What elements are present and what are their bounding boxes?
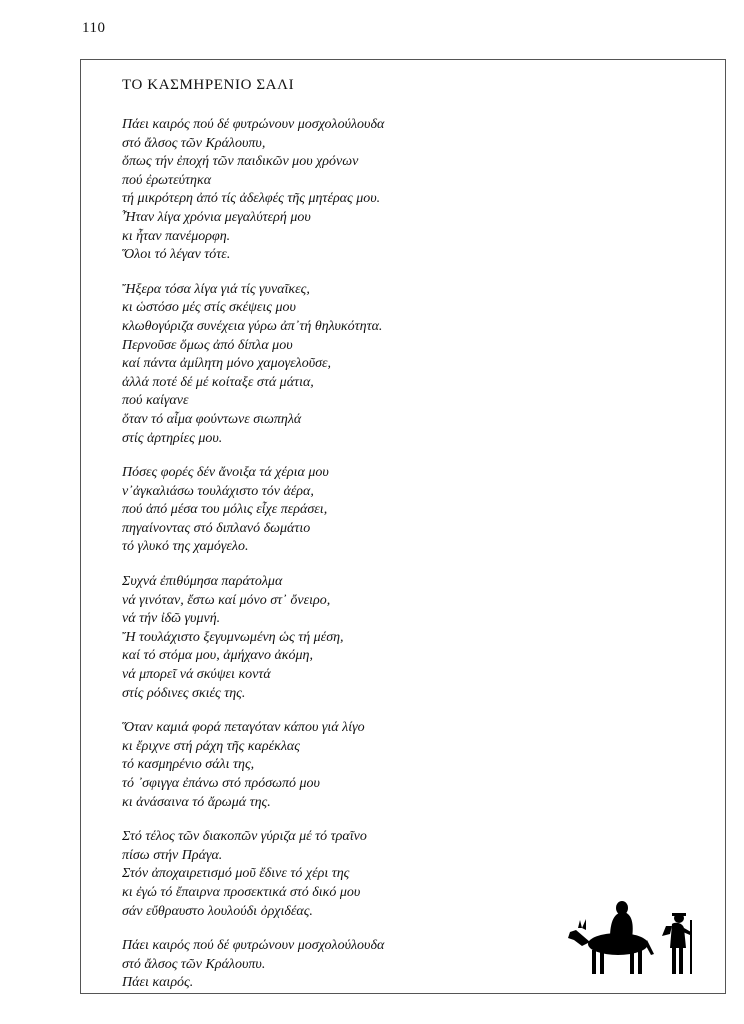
poem-stanza bbox=[122, 573, 384, 703]
poem-line: ἀλλά ποτέ δέ μέ κοίταξε στά μάτια, bbox=[122, 374, 314, 390]
page-number: 110 bbox=[82, 20, 106, 36]
poem-line: Ἤξερα τόσα λίγα γιά τίς γυναῖκες, bbox=[122, 281, 310, 297]
poem-line: πίσω στήν Πράγα. bbox=[122, 847, 223, 863]
poem-line: στό ἄλσος τῶν Κράλουπυ. bbox=[122, 956, 266, 972]
poem-line: πού ἀπό μέσα του μόλις εἶχε περάσει, bbox=[122, 502, 328, 518]
poem-line: ν᾿ἀγκαλιάσω τουλάχιστο τόν ἀέρα, bbox=[122, 483, 314, 499]
poem-line: Συχνά ἐπιθύμησα παράτολμα bbox=[122, 574, 283, 590]
poem-line: Ἦταν λίγα χρόνια μεγαλύτερή μου bbox=[122, 209, 311, 225]
poem-line: Πάει καιρός πού δέ φυτρώνουν μοσχολούλουδα bbox=[122, 938, 385, 954]
poem-line: πηγαίνοντας στό διπλανό δωμάτιο bbox=[122, 520, 311, 536]
poem-line: Πόσες φορές δέν ἄνοιξα τά χέρια μου bbox=[122, 465, 329, 481]
poem-line: σάν εὔθραυστο λουλούδι ὀρχιδέας. bbox=[122, 903, 313, 919]
poem-line: Ὅλοι τό λέγαν τότε. bbox=[122, 247, 231, 263]
poem-line: κι ἔριχνε στή ράχη τῆς καρέκλας bbox=[122, 738, 300, 754]
poem-stanza bbox=[122, 937, 384, 993]
poem-line: καί πάντα ἀμίλητη μόνο χαμογελοῦσε, bbox=[122, 356, 332, 372]
poem-line: Πάει καιρός πού δέ φυτρώνουν μοσχολούλουδα bbox=[122, 117, 385, 132]
poem-line: νά τήν ἰδῶ γυμνή. bbox=[122, 611, 221, 627]
poem-line: τό γλυκό της χαμόγελο. bbox=[122, 539, 249, 555]
poem-stanza bbox=[122, 281, 384, 448]
poem-line: κι ἐγώ τό ἔπαιρνα προσεκτικά στό δικό μου bbox=[122, 884, 361, 900]
poem-line: τό ᾽σφιγγα ἐπάνω στό πρόσωπό μου bbox=[122, 776, 320, 791]
poem-line: Ἤ τουλάχιστο ξεγυμνωμένη ὡς τή μέση, bbox=[122, 629, 344, 645]
poem-line: τό κασμηρένιο σάλι της, bbox=[122, 757, 255, 773]
poem-line: κι ἀνάσαινα τό ἄρωμά της. bbox=[122, 794, 271, 810]
poem-line: κι ὡστόσο μές στίς σκέψεις μου bbox=[122, 300, 296, 316]
poem-title: ΤΟ ΚΑΣΜΗΡΕΝΙΟ ΣΑΛΙ bbox=[122, 77, 295, 93]
poem-line: τή μικρότερη ἀπό τίς ἀδελφές τῆς μητέρας μου. bbox=[122, 191, 381, 207]
poem-line: νά μπορεῖ νά σκύψει κοντά bbox=[122, 667, 271, 683]
poem-line: πού ἐρωτεύτηκα bbox=[122, 172, 212, 188]
poem-line: στίς ἀρτηρίες μου. bbox=[122, 430, 223, 446]
poem-line: νά γινόταν, ἔστω καί μόνο στ᾿ ὄνειρο, bbox=[122, 592, 331, 608]
poem-body bbox=[122, 116, 384, 1009]
poem-stanza bbox=[122, 828, 384, 921]
poem-line: κι ἦταν πανέμορφη. bbox=[122, 228, 231, 244]
donkey-rider-walker-silhouette-icon bbox=[566, 898, 706, 978]
poem-line: Στόν ἀποχαιρετισμό μοῦ ἔδινε τό χέρι της bbox=[122, 866, 350, 882]
poem-line: Ὅταν καμιά φορά πεταγόταν κάπου γιά λίγο bbox=[122, 720, 365, 736]
poem-line: καί τό στόμα μου, ἀμήχανο ἀκόμη, bbox=[122, 648, 314, 664]
poem-line: Στό τέλος τῶν διακοπῶν γύριζα μέ τό τραῖνο bbox=[122, 829, 367, 845]
poem-line: ὅπως τήν ἐποχή τῶν παιδικῶν μου χρόνων bbox=[122, 154, 359, 170]
poem-line: ὅταν τό αἷμα φούντωνε σιωπηλά bbox=[122, 411, 302, 427]
poem-line: στίς ρόδινες σκιές της. bbox=[122, 685, 246, 701]
poem-stanza bbox=[122, 116, 384, 265]
poem-line: στό ἄλσος τῶν Κράλουπυ, bbox=[122, 135, 266, 151]
poem-line: κλωθογύριζα συνέχεια γύρω ἀπ᾿τή θηλυκότητα. bbox=[122, 318, 383, 334]
poem-stanza bbox=[122, 719, 384, 812]
poem-line: πού καίγανε bbox=[122, 393, 189, 409]
poem-line: Πάει καιρός. bbox=[122, 975, 194, 991]
poem-line: Περνοῦσε ὅμως ἀπό δίπλα μου bbox=[122, 337, 293, 353]
poem-stanza bbox=[122, 464, 384, 557]
